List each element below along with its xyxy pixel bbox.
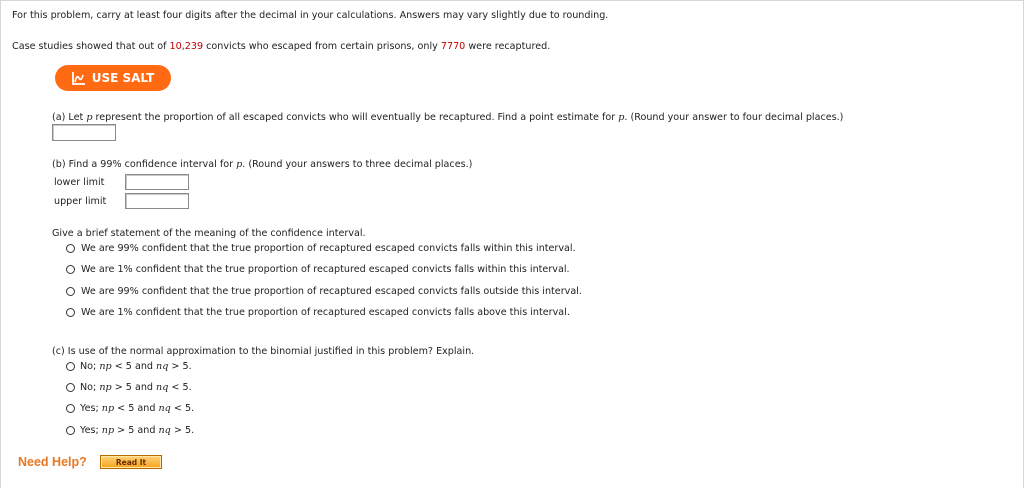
meaning-option-4: We are 1% confident that the true proportion of recaptured escaped convicts falls above this interval. xyxy=(81,307,570,318)
option-cond1: > 5 and xyxy=(114,425,159,436)
normal-approx-radio-3[interactable] xyxy=(66,404,75,413)
normal-approx-option-1 xyxy=(80,361,192,372)
normal-approx-radio-2[interactable] xyxy=(66,383,75,392)
nq-symbol: nq xyxy=(158,403,171,414)
normal-approx-option-2 xyxy=(80,382,192,393)
case-middle: convicts who escaped from certain prisons, only xyxy=(203,41,441,52)
option-answer: No; xyxy=(80,361,100,372)
np-symbol: np xyxy=(99,361,112,372)
case-prefix: Case studies showed that out of xyxy=(12,41,170,52)
part-a-mid: represent the proportion of all escaped convicts who will eventually be recaptured. Find a point estimate for xyxy=(92,112,619,123)
option-cond1: > 5 and xyxy=(111,382,157,393)
read-it-button[interactable]: Read It xyxy=(100,455,162,469)
np-symbol: np xyxy=(101,425,115,436)
part-c-question: (c) Is use of the normal approximation to the binomial justified in this problem? Explain. xyxy=(52,346,475,357)
upper-limit-label: upper limit xyxy=(54,196,107,207)
meaning-radio-2[interactable] xyxy=(66,265,75,274)
part-a-var: p xyxy=(86,112,93,123)
use-salt-button[interactable] xyxy=(55,65,171,91)
upper-limit-input[interactable] xyxy=(125,193,189,209)
nq-symbol: nq xyxy=(158,425,171,436)
option-answer: Yes; xyxy=(80,425,102,436)
part-a-var2: p xyxy=(618,112,625,123)
case-statement xyxy=(12,41,550,52)
option-cond2: < 5. xyxy=(168,382,192,393)
option-answer: No; xyxy=(80,382,100,393)
option-cond1: < 5 and xyxy=(111,361,157,372)
normal-approx-option-4 xyxy=(80,425,194,436)
option-cond2: > 5. xyxy=(170,425,195,436)
meaning-option-1: We are 99% confident that the true proportion of recaptured escaped convicts falls within this interval. xyxy=(81,243,576,254)
meaning-option-2: We are 1% confident that the true proportion of recaptured escaped convicts falls within this interval. xyxy=(81,264,570,275)
part-a-question xyxy=(52,112,843,123)
point-estimate-input[interactable] xyxy=(52,124,116,141)
option-cond2: > 5. xyxy=(168,361,192,372)
part-b-pre: (b) Find a 99% confidence interval for xyxy=(52,159,237,170)
salt-chart-icon xyxy=(72,72,86,85)
part-a-post: . (Round your answer to four decimal places.) xyxy=(624,112,844,123)
lower-limit-input[interactable] xyxy=(125,174,189,190)
meaning-radio-4[interactable] xyxy=(66,308,75,317)
normal-approx-radio-4[interactable] xyxy=(66,426,75,435)
instructions-text: For this problem, carry at least four digits after the decimal in your calculations. Answers may vary slightly due to rounding. xyxy=(12,10,609,21)
np-symbol: np xyxy=(99,382,112,393)
part-b-question xyxy=(52,159,472,170)
part-b-var: p xyxy=(236,159,243,170)
meaning-prompt: Give a brief statement of the meaning of the confidence interval. xyxy=(52,228,366,239)
option-answer: Yes; xyxy=(80,403,102,414)
nq-symbol: nq xyxy=(156,382,169,393)
nq-symbol: nq xyxy=(156,361,169,372)
option-cond1: < 5 and xyxy=(114,403,159,414)
meaning-radio-3[interactable] xyxy=(66,287,75,296)
meaning-option-3: We are 99% confident that the true proportion of recaptured escaped convicts falls outside this interval. xyxy=(81,286,582,297)
np-symbol: np xyxy=(101,403,115,414)
case-suffix: were recaptured. xyxy=(465,41,551,52)
recaptured-value: 7770 xyxy=(440,41,466,52)
use-salt-label: USE SALT xyxy=(91,71,155,85)
normal-approx-option-3 xyxy=(80,403,194,414)
option-cond2: < 5. xyxy=(170,403,195,414)
part-b-post: . (Round your answers to three decimal places.) xyxy=(242,159,473,170)
meaning-radio-1[interactable] xyxy=(66,244,75,253)
total-escaped-value: 10,239 xyxy=(169,41,204,52)
need-help-label: Need Help? xyxy=(18,455,87,469)
part-a-pre: (a) Let xyxy=(52,112,87,123)
normal-approx-radio-1[interactable] xyxy=(66,362,75,371)
lower-limit-label: lower limit xyxy=(54,177,105,188)
